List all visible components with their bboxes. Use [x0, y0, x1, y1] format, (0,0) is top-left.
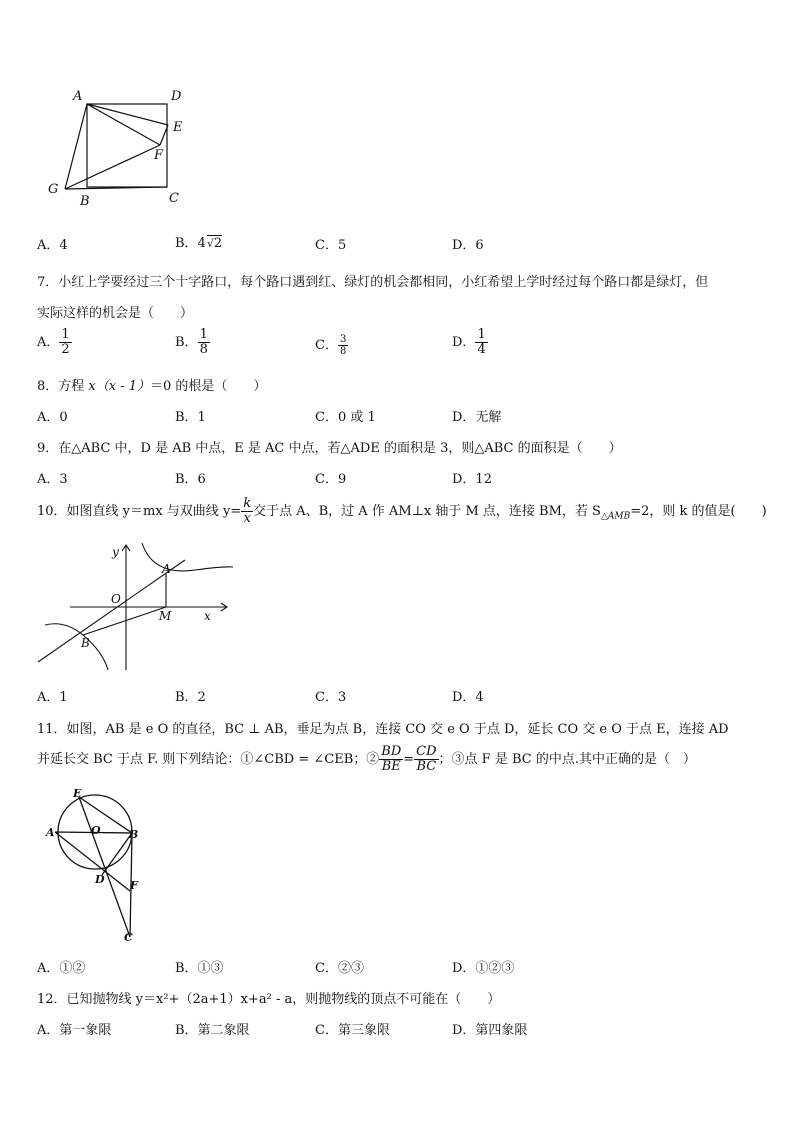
label-A: A	[46, 826, 55, 839]
q8-question	[37, 375, 266, 394]
q10-sub: △AMB	[600, 511, 631, 522]
label-E: E	[73, 787, 82, 800]
label-D: D	[171, 89, 182, 104]
q8-option-c[interactable]: C．0 或 1	[315, 410, 376, 425]
q12-question: 12．已知抛物线 y＝x²+（2a+1）x+a² - a，则抛物线的顶点不可能在（ ）	[37, 992, 501, 1007]
q10-fraction: $\frac{k}{x}$	[243, 496, 252, 526]
q7-option-d-fraction: $\frac{1}{4}$	[477, 327, 486, 357]
q11-option-a[interactable]: A．①②	[37, 961, 86, 976]
q10-question	[37, 497, 767, 526]
q7-option-b-prefix: B．	[175, 335, 198, 350]
q11-line2-post: ；③点 F 是 BC 的中点.其中正确的是（ ）	[438, 752, 696, 767]
q9-question: 9．在△ABC 中，D 是 AB 中点，E 是 AC 中点，若△ADE 的面积是 3，则△ABC 的面积是（ ）	[37, 441, 622, 456]
label-B: B	[81, 636, 90, 650]
q8-option-a[interactable]: A．0	[37, 410, 68, 425]
q6-option-c[interactable]: C．5	[315, 238, 347, 253]
q9-option-b[interactable]: B．6	[175, 472, 206, 487]
q6-option-b-coef: 4	[197, 236, 206, 251]
q10-option-d[interactable]: D．4	[452, 690, 484, 705]
label-y: y	[112, 545, 119, 559]
label-G: G	[48, 182, 59, 197]
label-O: O	[91, 824, 101, 837]
label-C: C	[169, 191, 179, 206]
q8-option-b[interactable]: B．1	[175, 410, 206, 425]
label-x: x	[204, 609, 211, 623]
q11-option-d[interactable]: D．①②③	[452, 961, 515, 976]
q9-option-c[interactable]: C．9	[315, 472, 347, 487]
q10-option-c[interactable]: C．3	[315, 690, 347, 705]
q6-option-a[interactable]: A．4	[37, 238, 68, 253]
figure-q10-graph	[35, 540, 235, 675]
figure-q6-square	[40, 85, 200, 210]
q9-option-d[interactable]: D．12	[452, 472, 492, 487]
q12-option-b[interactable]: B．第二象限	[175, 1023, 250, 1038]
q10-option-b[interactable]: B．2	[175, 690, 206, 705]
label-E: E	[173, 120, 183, 135]
q10-option-a[interactable]: A．1	[37, 690, 68, 705]
q6-option-d[interactable]: D．6	[452, 238, 484, 253]
q12-option-c[interactable]: C．第三象限	[315, 1023, 390, 1038]
q8-expr: x（x - 1）	[88, 379, 150, 394]
label-C: C	[124, 931, 133, 944]
q8-post: ＝0 的根是（ ）	[150, 379, 267, 394]
label-A: A	[162, 562, 171, 576]
q7-option-c-fraction: $\frac{3}{8}$	[339, 334, 347, 357]
q10-post: 交于点 A、B，过 A 作 AM⊥x 轴于 M 点，连接 BM，若 S	[253, 504, 601, 519]
q7-option-a-fraction: $\frac{1}{2}$	[61, 327, 70, 357]
label-O: O	[111, 592, 121, 606]
q6-option-b-rad: 2	[213, 236, 223, 251]
q6-option-b[interactable]: B．4√2	[175, 236, 223, 251]
q7-line2: 实际这样的机会是（ ）	[37, 306, 194, 321]
q11-eq: =	[403, 752, 415, 767]
q7-option-b-fraction: $\frac{1}{8}$	[199, 327, 208, 357]
q9-option-a[interactable]: A．3	[37, 472, 68, 487]
q11-line2-pre: 并延长交 BC 于点 F. 则下列结论：①∠CBD = ∠CEB；②	[37, 752, 380, 767]
label-F: F	[130, 879, 138, 892]
q7-option-c-prefix: C．	[315, 338, 338, 353]
q6-option-b-prefix: B．	[175, 236, 198, 251]
q8-option-d[interactable]: D．无解	[452, 410, 502, 425]
label-B: B	[129, 828, 139, 841]
q10-post2: =2，则 k 的值是( )	[630, 504, 767, 519]
q11-line2	[37, 745, 696, 774]
q11-line1: 11．如图，AB 是 e O 的直径，BC ⊥ AB，垂足为点 B，连接 CO 交 e O 于点 D，延长 CO 交 e O 于点 E，连接 AD	[37, 722, 729, 737]
q7-line1: 7．小红上学要经过三个十字路口，每个路口遇到红、绿灯的机会都相同，小红希望上学时经过每个路口都是绿灯，但	[37, 275, 709, 290]
q11-option-c[interactable]: C．②③	[315, 961, 364, 976]
figure-q11-circle	[40, 785, 150, 945]
label-D: D	[95, 873, 105, 886]
q7-option-d[interactable]	[452, 328, 488, 357]
label-F: F	[154, 148, 164, 163]
q11-option-b[interactable]: B．①③	[175, 961, 224, 976]
label-M: M	[159, 609, 172, 623]
label-B: B	[80, 194, 90, 209]
q7-option-a[interactable]	[37, 328, 72, 357]
q12-option-d[interactable]: D．第四象限	[452, 1023, 528, 1038]
q11-fraction-2: $\frac{CD}{BC}$	[416, 744, 437, 774]
q12-option-a[interactable]: A．第一象限	[37, 1023, 112, 1038]
q8-pre: 8．方程	[37, 379, 89, 394]
q7-option-a-prefix: A．	[37, 335, 60, 350]
q10-pre: 10．如图直线 y＝mx 与双曲线 y=	[37, 504, 242, 519]
label-A: A	[73, 89, 83, 104]
q11-fraction-1: $\frac{BD}{BE}$	[381, 744, 402, 774]
q7-option-d-prefix: D．	[452, 335, 476, 350]
q7-option-c[interactable]	[315, 334, 348, 357]
q7-option-b[interactable]	[175, 328, 210, 357]
